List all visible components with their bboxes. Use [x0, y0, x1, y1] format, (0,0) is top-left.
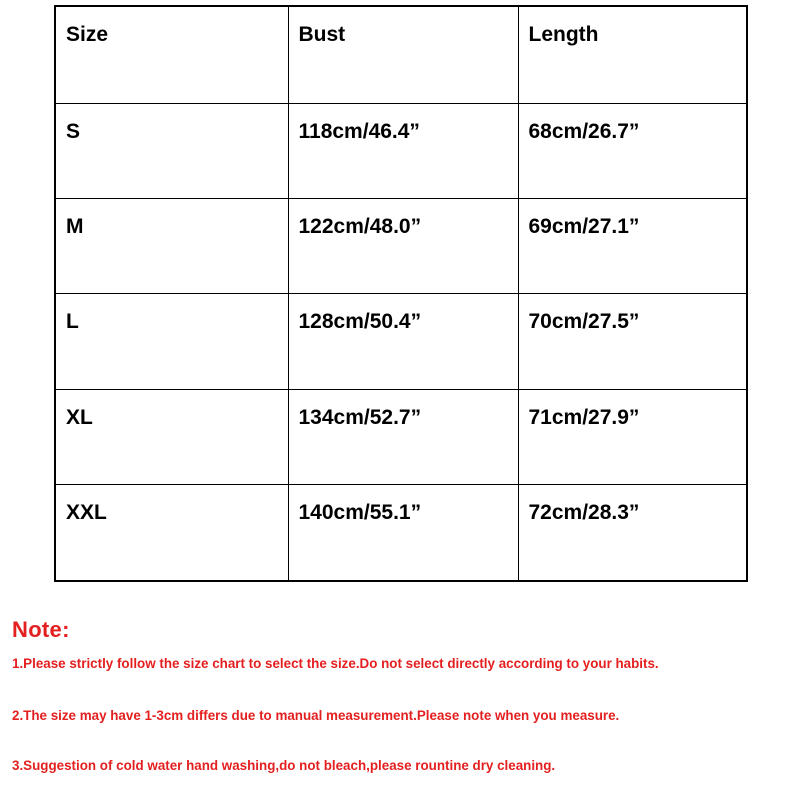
- bust-cell: 122cm/48.0”: [288, 199, 518, 294]
- table-row: [55, 294, 747, 389]
- length-cell: 69cm/27.1”: [518, 199, 747, 294]
- bust-cell: 118cm/46.4”: [288, 103, 518, 198]
- length-cell: 70cm/27.5”: [518, 294, 747, 389]
- header-length: Length: [518, 6, 747, 103]
- bust-cell: 128cm/50.4”: [288, 294, 518, 389]
- note-line-1: 1.Please strictly follow the size chart to select the size.Do not select directly according to your habits.: [12, 656, 659, 671]
- bust-cell: 140cm/55.1”: [288, 485, 518, 581]
- table-row: [55, 389, 747, 484]
- header-bust: Bust: [288, 6, 518, 103]
- table-row: [55, 103, 747, 198]
- size-chart-table: [54, 5, 748, 582]
- table-row: [55, 199, 747, 294]
- length-cell: 68cm/26.7”: [518, 103, 747, 198]
- note-title: Note:: [12, 617, 70, 642]
- header-size: Size: [55, 6, 288, 103]
- size-cell: XXL: [55, 485, 288, 581]
- note-line-2: 2.The size may have 1-3cm differs due to manual measurement.Please note when you measure.: [12, 708, 620, 723]
- note-line-3: 3.Suggestion of cold water hand washing,do not bleach,please rountine dry cleaning.: [12, 758, 556, 773]
- bust-cell: 134cm/52.7”: [288, 389, 518, 484]
- size-cell: XL: [55, 389, 288, 484]
- length-cell: 71cm/27.9”: [518, 389, 747, 484]
- table-row: [55, 485, 747, 581]
- size-cell: L: [55, 294, 288, 389]
- size-cell: S: [55, 103, 288, 198]
- size-cell: M: [55, 199, 288, 294]
- table-header-row: [55, 6, 747, 103]
- length-cell: 72cm/28.3”: [518, 485, 747, 581]
